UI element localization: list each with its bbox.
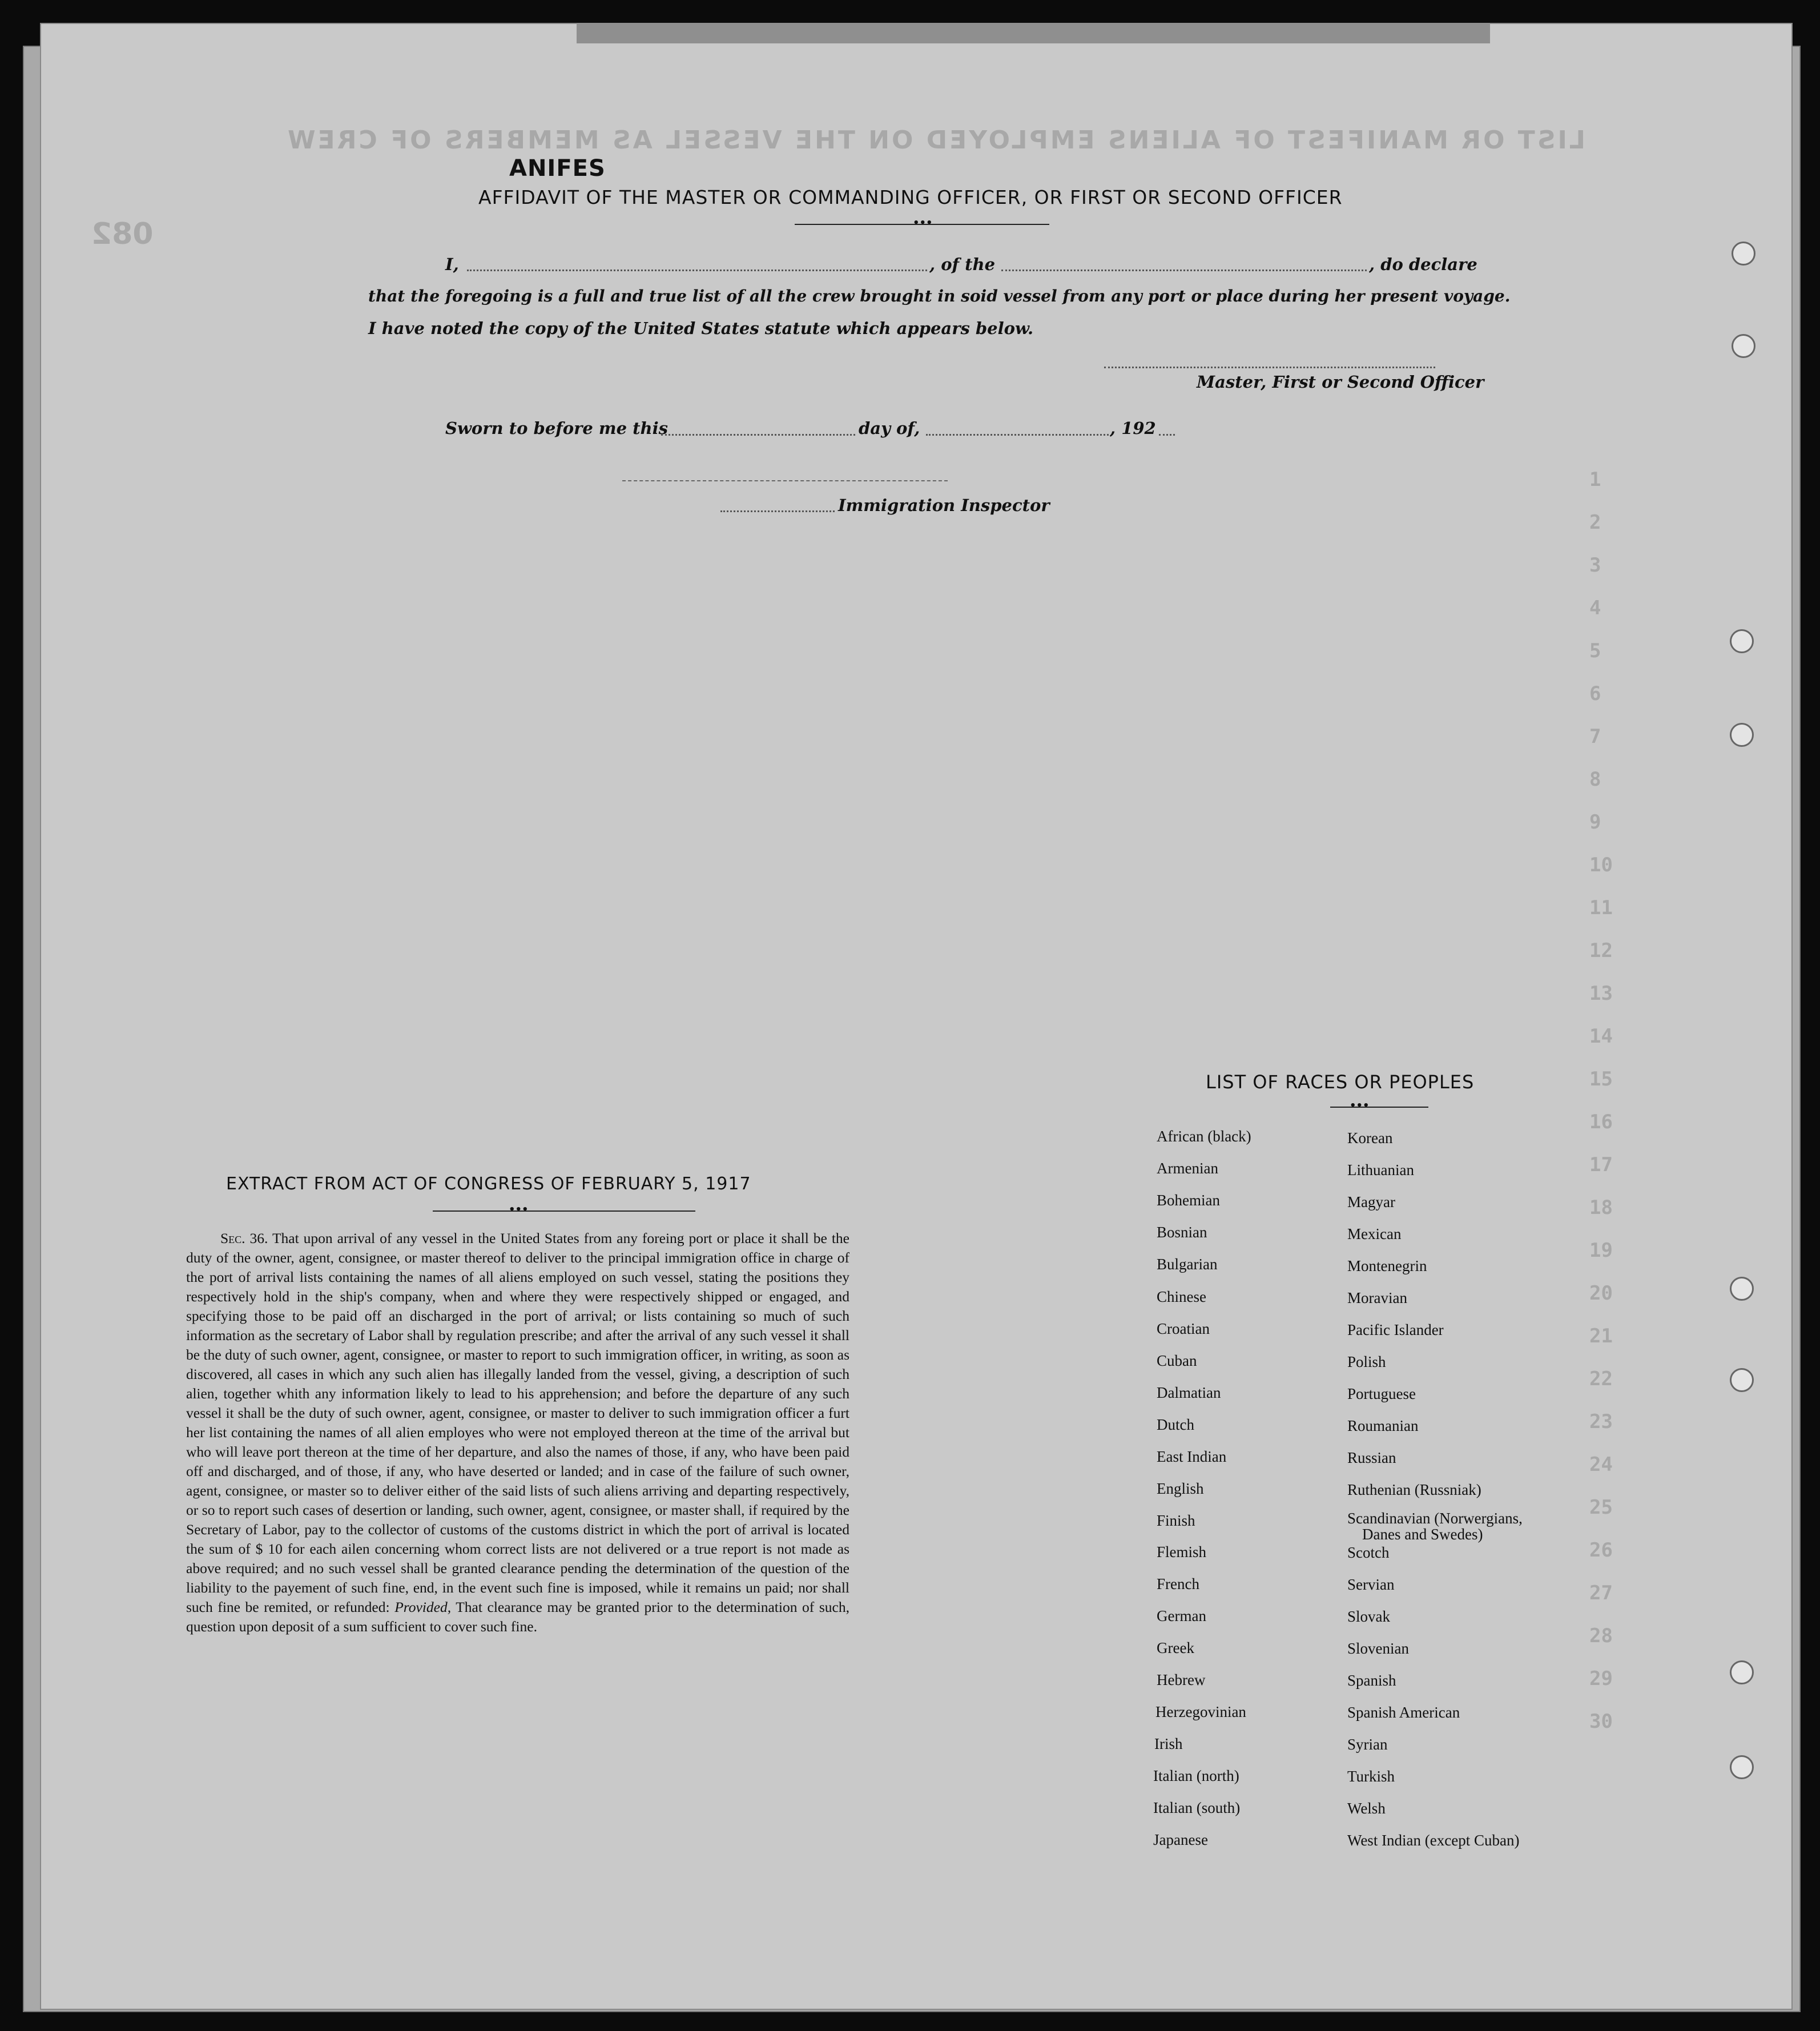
bleed-row-number: 12: [1589, 939, 1613, 962]
bleed-row-number: 6: [1589, 682, 1601, 705]
affidavit-line3: I have noted the copy of the United States statute which appears below.: [368, 319, 1034, 338]
race-item: Portuguese: [1347, 1385, 1416, 1402]
punch-hole: [1730, 1660, 1754, 1684]
bleed-row-number: 21: [1589, 1325, 1613, 1348]
race-item: English: [1157, 1480, 1204, 1497]
bleed-row-number: 27: [1589, 1582, 1613, 1604]
inspector-label: Immigration Inspector: [838, 496, 1050, 515]
race-item: Slovak: [1347, 1608, 1391, 1625]
year-label: , 192: [1110, 419, 1156, 438]
bleed-row-number: 26: [1589, 1539, 1613, 1562]
race-item: Irish: [1154, 1735, 1183, 1752]
race-item: Turkish: [1347, 1768, 1395, 1785]
sworn-month-field[interactable]: [926, 434, 1109, 436]
statute-text: [186, 1229, 849, 1636]
punch-hole: [1730, 629, 1754, 653]
races-ornament: •••: [1350, 1100, 1370, 1112]
race-item: Flemish: [1157, 1543, 1207, 1561]
extract-ornament: •••: [509, 1204, 529, 1216]
bleed-row-number: 22: [1589, 1368, 1613, 1390]
punch-hole: [1730, 1277, 1754, 1301]
bleed-row-number: 25: [1589, 1496, 1613, 1519]
affidavit-line2: that the foregoing is a full and true list of all the crew brought in soid vessel from any port or place during her present voyage.: [368, 287, 1511, 305]
race-item: Russian: [1347, 1449, 1396, 1466]
race-item: Servian: [1347, 1576, 1395, 1593]
affidavit-i: I,: [445, 255, 459, 274]
race-item: Bulgarian: [1157, 1256, 1218, 1273]
race-item: Spanish: [1347, 1672, 1396, 1689]
race-item: Dalmatian: [1157, 1384, 1221, 1401]
mirrored-title: LIST OR MANIFEST OF ALIENS EMPLOYED ON THE VESSEL AS MEMBERS OF CREW: [285, 126, 1585, 155]
bleed-row-number: 1: [1589, 468, 1601, 491]
bleed-row-number: 7: [1589, 725, 1601, 748]
race-item: East Indian: [1157, 1448, 1227, 1465]
race-item: Hebrew: [1157, 1671, 1206, 1688]
race-item: Armenian: [1157, 1160, 1218, 1177]
sworn-day-field[interactable]: [661, 434, 855, 436]
race-item: Italian (south): [1153, 1799, 1241, 1816]
extract-rule: [433, 1210, 695, 1212]
race-item: Scotch: [1347, 1544, 1390, 1561]
race-item: Scandinavian (Norwergians,: [1347, 1510, 1523, 1527]
race-item: West Indian (except Cuban): [1347, 1832, 1520, 1849]
race-item: Spanish American: [1347, 1704, 1460, 1721]
affidavit-of-the: , of the: [929, 255, 996, 274]
bleed-row-number: 17: [1589, 1153, 1613, 1176]
bleed-row-number: 24: [1589, 1453, 1613, 1476]
race-item: Bohemian: [1157, 1192, 1220, 1209]
vessel-field[interactable]: [1001, 270, 1367, 271]
stamp-number: 082: [91, 217, 154, 251]
bleed-row-number: 3: [1589, 554, 1601, 577]
race-item: Italian (north): [1153, 1767, 1239, 1784]
bleed-row-number: 30: [1589, 1710, 1613, 1733]
torn-edge: [577, 23, 1490, 43]
bleed-row-number: 10: [1589, 854, 1613, 876]
race-item: Roumanian: [1347, 1417, 1419, 1434]
punch-hole: [1730, 1755, 1754, 1779]
race-item: Welsh: [1347, 1800, 1386, 1817]
race-item: Pacific Islander: [1347, 1321, 1444, 1338]
heading-ornament: •••: [913, 217, 933, 229]
race-item: Dutch: [1157, 1416, 1194, 1433]
bleed-row-number: 4: [1589, 597, 1601, 620]
race-item: Greek: [1157, 1639, 1194, 1656]
extract-heading: EXTRACT FROM ACT OF CONGRESS OF FEBRUARY 5, 1917: [226, 1174, 751, 1194]
bleed-row-number: 9: [1589, 811, 1601, 834]
race-item: French: [1157, 1575, 1199, 1592]
master-label: Master, First or Second Officer: [1197, 372, 1484, 392]
race-item: German: [1157, 1607, 1206, 1624]
race-item: Magyar: [1347, 1193, 1395, 1210]
race-item: Bosnian: [1157, 1224, 1207, 1241]
punch-hole: [1730, 1368, 1754, 1392]
race-item: Japanese: [1153, 1831, 1208, 1848]
sworn-label: Sworn to before me this: [445, 419, 668, 438]
bleed-row-number: 11: [1589, 896, 1613, 919]
race-item: Lithuanian: [1347, 1161, 1414, 1179]
race-item: Slovenian: [1347, 1640, 1409, 1657]
race-item: Syrian: [1347, 1736, 1388, 1753]
inspector-line-top: [622, 480, 948, 481]
inspector-signature-field[interactable]: [720, 510, 835, 512]
punch-hole: [1732, 334, 1755, 358]
race-item: Herzegovinian: [1155, 1703, 1246, 1720]
name-field[interactable]: [467, 270, 927, 271]
race-item: Croatian: [1157, 1320, 1210, 1337]
affidavit-declare: , do declare: [1369, 255, 1477, 274]
race-item: African (black): [1157, 1128, 1251, 1145]
race-item: Korean: [1347, 1129, 1393, 1147]
bleed-row-number: 13: [1589, 982, 1613, 1005]
affidavit-heading: AFFIDAVIT OF THE MASTER OR COMMANDING OFFICER, OR FIRST OR SECOND OFFICER: [478, 186, 1343, 208]
race-item: Polish: [1347, 1353, 1386, 1370]
race-item: Chinese: [1157, 1288, 1206, 1305]
punch-hole: [1730, 723, 1754, 747]
bleed-row-number: 29: [1589, 1667, 1613, 1690]
partial-header: ANIFES: [509, 155, 606, 182]
bleed-row-number: 18: [1589, 1196, 1613, 1219]
bleed-row-number: 15: [1589, 1068, 1613, 1091]
race-item-extra: Danes and Swedes): [1362, 1526, 1483, 1543]
bleed-row-number: 14: [1589, 1025, 1613, 1048]
races-rule: [1330, 1107, 1428, 1108]
race-item: Cuban: [1157, 1352, 1197, 1369]
race-item: Mexican: [1347, 1225, 1402, 1242]
race-item: Moravian: [1347, 1289, 1407, 1306]
statute-body: That upon arrival of any vessel in the United States from any foreing port or place it shall be the duty of the owner, agent, consignee, or master thereof to deliver to the principal immigration office in charge of the port of arrival lists containing the names of all aliens employed on such vessel, stating the positions they respectively hold in the ship's company, when and where they were respectively shipped or engaged, and specifying those to be paid off an discharged in the port of arrival; or lists containing so much of such information as the secretary of Labor shall by regulation prescribe; and after the arrival of any such vessel it shall be the duty of such owner, agent, consignee, or master to report to such immigration officer, in writing, as soon as discovered, all cases in which any such alien has illegally landed from the vessel, giving, a description of such alien, together whith any information likely to lead to his apprehension; and before the departure of any such vessel it shall be the duty of such owner, agent, consignee, or master to deliver to such immigration officer a furt her list containing the names of all alien employes who were not employed thereon at the time of the arrival but who will leave port thereon at the time of her departure, and also the names of those, if any, who have been paid off and discharged, and of those, if any, who have deserted or landed; and in case of the failure of such owner, agent, consignee, or master so to deliver either of the said lists of such aliens arriving and departing respectively, or so to report such cases of desertion or landing, such owner, agent, consignee, or master shall, if required by the Secretary of Labor, pay to the collector of customs of the customs district in which the port of arrival is located the sum of $ 10 for each ailen concerning whom correct lists are not delivered or a true report is not made as above required; and no such vessel shall be granted clearance pending the determination of the question of the liability to the payement of such fine, end, in the event such fine is imposed, while it remains un paid; nor shall such fine be remited, or refunded:: [186, 1230, 850, 1615]
sec-label: Sec.: [220, 1230, 245, 1246]
race-item: Finish: [1157, 1512, 1195, 1529]
master-signature-field[interactable]: [1104, 367, 1435, 368]
races-heading: LIST OF RACES OR PEOPLES: [1206, 1071, 1475, 1093]
year-field[interactable]: [1159, 434, 1175, 436]
punch-hole: [1732, 242, 1755, 266]
statute-end: That clearance may be granted prior to the determination of such, question upon deposit of a sum sufficient to cover such fine.: [186, 1599, 849, 1635]
bleed-row-number: 20: [1589, 1282, 1613, 1305]
bleed-row-number: 2: [1589, 511, 1601, 534]
race-item: Montenegrin: [1347, 1257, 1427, 1274]
bleed-row-number: 16: [1589, 1111, 1613, 1133]
bleed-row-number: 8: [1589, 768, 1601, 791]
day-of-label: day of,: [859, 419, 920, 438]
bleed-row-number: 23: [1589, 1410, 1613, 1433]
bleed-row-number: 28: [1589, 1624, 1613, 1647]
bleed-row-number: 19: [1589, 1239, 1613, 1262]
provided-word: Provided,: [394, 1599, 452, 1615]
bleed-row-number: 5: [1589, 640, 1601, 662]
sec-number: 36.: [249, 1230, 268, 1246]
race-item: Ruthenian (Russniak): [1347, 1481, 1481, 1498]
